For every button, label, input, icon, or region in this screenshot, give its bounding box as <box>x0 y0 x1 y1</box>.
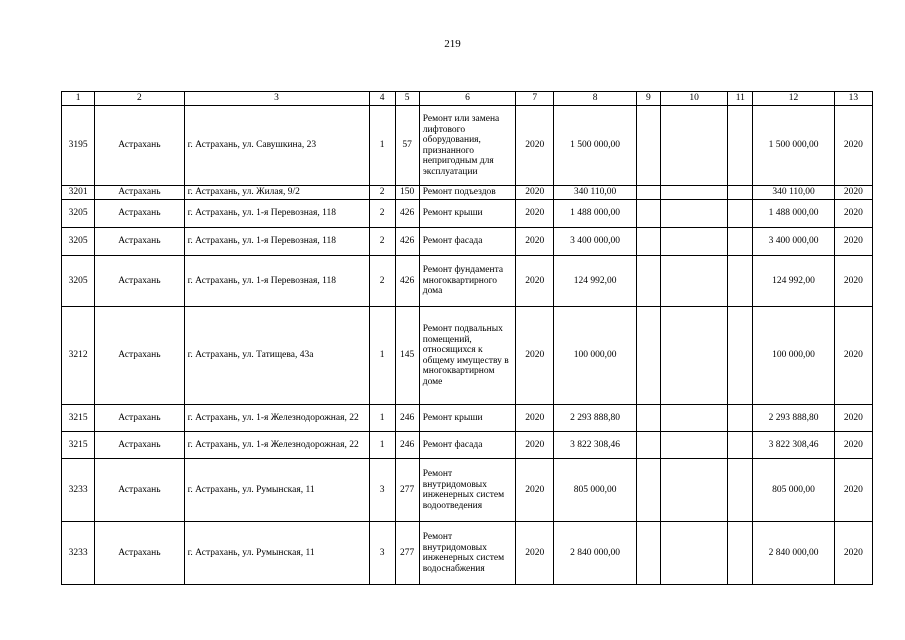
column-header: 12 <box>753 92 834 106</box>
row-col10 <box>660 459 727 522</box>
row-floors: 1 <box>369 405 395 432</box>
row-id: 3233 <box>62 459 95 522</box>
row-col13: 2020 <box>834 186 872 200</box>
row-floors: 3 <box>369 522 395 585</box>
row-apts: 57 <box>395 106 419 186</box>
row-col11 <box>728 459 753 522</box>
row-col10 <box>660 200 727 228</box>
row-address: г. Астрахань, ул. Румынская, 11 <box>184 459 369 522</box>
column-number-header <box>62 92 873 106</box>
row-year: 2020 <box>516 186 554 200</box>
row-year: 2020 <box>516 307 554 405</box>
row-id: 3195 <box>62 106 95 186</box>
row-year: 2020 <box>516 432 554 459</box>
row-id: 3205 <box>62 256 95 307</box>
row-col10 <box>660 307 727 405</box>
row-city: Астрахань <box>95 522 184 585</box>
row-col11 <box>728 405 753 432</box>
row-col10 <box>660 106 727 186</box>
row-col13: 2020 <box>834 307 872 405</box>
row-floors: 2 <box>369 228 395 256</box>
table-row <box>62 432 873 459</box>
row-total: 2 293 888,80 <box>554 405 636 432</box>
row-floors: 2 <box>369 256 395 307</box>
row-apts: 145 <box>395 307 419 405</box>
row-address: г. Астрахань, ул. 1-я Железнодорожная, 22 <box>184 432 369 459</box>
row-col12: 3 822 308,46 <box>753 432 834 459</box>
row-col9 <box>636 522 660 585</box>
row-col13: 2020 <box>834 459 872 522</box>
row-work: Ремонт фасада <box>419 228 515 256</box>
row-city: Астрахань <box>95 186 184 200</box>
row-year: 2020 <box>516 200 554 228</box>
column-header: 13 <box>834 92 872 106</box>
row-address: г. Астрахань, ул. Татищева, 43а <box>184 307 369 405</box>
row-year: 2020 <box>516 228 554 256</box>
row-apts: 150 <box>395 186 419 200</box>
column-header: 10 <box>660 92 727 106</box>
column-header: 2 <box>95 92 184 106</box>
row-col10 <box>660 405 727 432</box>
page-number: 219 <box>444 38 461 50</box>
row-address: г. Астрахань, ул. 1-я Перевозная, 118 <box>184 200 369 228</box>
table-row <box>62 459 873 522</box>
column-header: 9 <box>636 92 660 106</box>
row-work: Ремонт подъездов <box>419 186 515 200</box>
row-col9 <box>636 405 660 432</box>
row-col10 <box>660 522 727 585</box>
row-city: Астрахань <box>95 307 184 405</box>
row-col11 <box>728 228 753 256</box>
table-row <box>62 228 873 256</box>
row-apts: 426 <box>395 256 419 307</box>
row-address: г. Астрахань, ул. Румынская, 11 <box>184 522 369 585</box>
row-work: Ремонт фасада <box>419 432 515 459</box>
row-year: 2020 <box>516 405 554 432</box>
row-col12: 1 488 000,00 <box>753 200 834 228</box>
row-col13: 2020 <box>834 106 872 186</box>
column-header: 1 <box>62 92 95 106</box>
row-year: 2020 <box>516 256 554 307</box>
row-city: Астрахань <box>95 405 184 432</box>
row-col12: 100 000,00 <box>753 307 834 405</box>
row-col9 <box>636 106 660 186</box>
row-year: 2020 <box>516 106 554 186</box>
row-col11 <box>728 106 753 186</box>
row-city: Астрахань <box>95 256 184 307</box>
row-col9 <box>636 256 660 307</box>
row-id: 3233 <box>62 522 95 585</box>
table-row <box>62 307 873 405</box>
row-col13: 2020 <box>834 432 872 459</box>
row-city: Астрахань <box>95 459 184 522</box>
row-col10 <box>660 228 727 256</box>
row-address: г. Астрахань, ул. 1-я Перевозная, 118 <box>184 228 369 256</box>
row-apts: 246 <box>395 405 419 432</box>
row-col11 <box>728 432 753 459</box>
row-city: Астрахань <box>95 106 184 186</box>
row-col9 <box>636 186 660 200</box>
column-header: 11 <box>728 92 753 106</box>
row-apts: 426 <box>395 200 419 228</box>
row-floors: 2 <box>369 186 395 200</box>
row-total: 124 992,00 <box>554 256 636 307</box>
row-col11 <box>728 256 753 307</box>
row-city: Астрахань <box>95 200 184 228</box>
row-work: Ремонт крыши <box>419 200 515 228</box>
row-total: 1 488 000,00 <box>554 200 636 228</box>
row-col11 <box>728 186 753 200</box>
row-col9 <box>636 459 660 522</box>
row-apts: 277 <box>395 522 419 585</box>
row-id: 3215 <box>62 405 95 432</box>
row-floors: 2 <box>369 200 395 228</box>
row-total: 100 000,00 <box>554 307 636 405</box>
row-id: 3215 <box>62 432 95 459</box>
repair-program-table <box>61 91 873 585</box>
row-apts: 246 <box>395 432 419 459</box>
row-work: Ремонт фундамента многоквартирного дома <box>419 256 515 307</box>
row-floors: 1 <box>369 432 395 459</box>
row-total: 3 822 308,46 <box>554 432 636 459</box>
row-city: Астрахань <box>95 228 184 256</box>
row-total: 1 500 000,00 <box>554 106 636 186</box>
row-apts: 426 <box>395 228 419 256</box>
row-col10 <box>660 186 727 200</box>
row-col12: 3 400 000,00 <box>753 228 834 256</box>
row-col9 <box>636 432 660 459</box>
row-apts: 277 <box>395 459 419 522</box>
column-header: 5 <box>395 92 419 106</box>
row-address: г. Астрахань, ул. Савушкина, 23 <box>184 106 369 186</box>
row-id: 3205 <box>62 228 95 256</box>
row-year: 2020 <box>516 522 554 585</box>
column-header: 7 <box>516 92 554 106</box>
table-row <box>62 522 873 585</box>
row-col9 <box>636 307 660 405</box>
row-work: Ремонт крыши <box>419 405 515 432</box>
row-work: Ремонт или замена лифтового оборудования, признанного непригодным для эксплуатации <box>419 106 515 186</box>
row-address: г. Астрахань, ул. Жилая, 9/2 <box>184 186 369 200</box>
column-header: 6 <box>419 92 515 106</box>
row-address: г. Астрахань, ул. 1-я Перевозная, 118 <box>184 256 369 307</box>
row-floors: 1 <box>369 106 395 186</box>
row-address: г. Астрахань, ул. 1-я Железнодорожная, 22 <box>184 405 369 432</box>
row-total: 2 840 000,00 <box>554 522 636 585</box>
row-col13: 2020 <box>834 228 872 256</box>
row-id: 3212 <box>62 307 95 405</box>
row-id: 3205 <box>62 200 95 228</box>
row-col11 <box>728 522 753 585</box>
row-col13: 2020 <box>834 256 872 307</box>
row-total: 3 400 000,00 <box>554 228 636 256</box>
row-year: 2020 <box>516 459 554 522</box>
row-col10 <box>660 256 727 307</box>
row-id: 3201 <box>62 186 95 200</box>
row-work: Ремонт внутридомовых инженерных систем водоотведения <box>419 459 515 522</box>
row-floors: 1 <box>369 307 395 405</box>
table-row <box>62 256 873 307</box>
row-city: Астрахань <box>95 432 184 459</box>
row-col12: 1 500 000,00 <box>753 106 834 186</box>
row-work: Ремонт подвальных помещений, относящихся к общему имуществу в многоквартирном доме <box>419 307 515 405</box>
table-row <box>62 405 873 432</box>
row-col11 <box>728 200 753 228</box>
row-col13: 2020 <box>834 522 872 585</box>
table-row <box>62 200 873 228</box>
row-col9 <box>636 200 660 228</box>
column-header: 8 <box>554 92 636 106</box>
table-row <box>62 186 873 200</box>
row-work: Ремонт внутридомовых инженерных систем водоснабжения <box>419 522 515 585</box>
row-floors: 3 <box>369 459 395 522</box>
row-col13: 2020 <box>834 405 872 432</box>
column-header: 4 <box>369 92 395 106</box>
row-col11 <box>728 307 753 405</box>
table-row <box>62 106 873 186</box>
row-col12: 340 110,00 <box>753 186 834 200</box>
row-col9 <box>636 228 660 256</box>
row-col12: 805 000,00 <box>753 459 834 522</box>
row-col12: 2 293 888,80 <box>753 405 834 432</box>
row-col12: 2 840 000,00 <box>753 522 834 585</box>
row-col12: 124 992,00 <box>753 256 834 307</box>
row-total: 340 110,00 <box>554 186 636 200</box>
row-total: 805 000,00 <box>554 459 636 522</box>
row-col10 <box>660 432 727 459</box>
row-col13: 2020 <box>834 200 872 228</box>
column-header: 3 <box>184 92 369 106</box>
